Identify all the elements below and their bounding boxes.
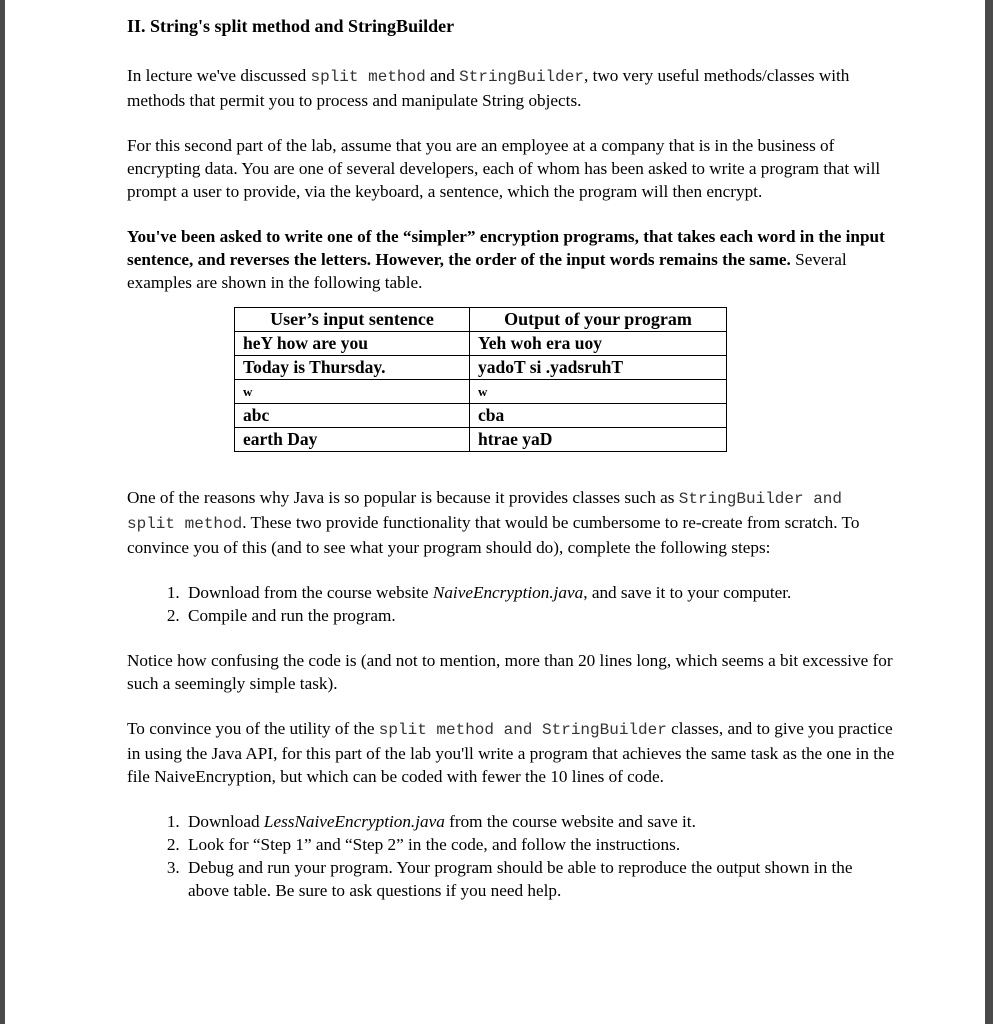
text: . These two provide functionality that would be cumbersome to re-create from scratch. To convince you of this (and to see what your program should do), complete the following steps: [127, 513, 860, 557]
steps-list-2 [127, 810, 897, 902]
code-stringbuilder: StringBuilder [459, 68, 584, 86]
cell-input: earth Day [235, 428, 470, 452]
java-reasons-paragraph [127, 486, 897, 559]
text: classes, and to give you practice in using the Java API, for this part of the lab you'll write a program that achieves the same task as the one in the file NaiveEncryption, but which can be coded with fewer the 10 lines of code. [127, 719, 895, 786]
table-row [235, 332, 727, 356]
cell-output: Yeh woh era uoy [470, 332, 727, 356]
code-split-method: split method [310, 68, 426, 86]
cell-output: cba [470, 404, 727, 428]
cell-output: w [470, 380, 727, 404]
text: , two very useful methods/classes with methods that permit you to process and manipulate String objects. [127, 66, 850, 110]
text: One of the reasons why Java is so popular is because it provides classes such as [127, 488, 679, 507]
cell-input: Today is Thursday. [235, 356, 470, 380]
cell-output: yadoT si .yadsruhT [470, 356, 727, 380]
notice-paragraph: Notice how confusing the code is (and not to mention, more than 20 lines long, which seems a bit excessive for such a seemingly simple task). [127, 651, 893, 693]
text: To convince you of the utility of the [127, 719, 379, 738]
text: In lecture we've discussed [127, 66, 311, 85]
convince-paragraph [127, 717, 897, 788]
text: Compile and run the program. [188, 606, 396, 625]
column-header-output: Output of your program [470, 308, 727, 332]
text: and [494, 721, 543, 739]
task-paragraph [127, 225, 897, 294]
text: and [425, 66, 460, 85]
cell-output: htrae yaD [470, 428, 727, 452]
examples-table [234, 307, 727, 452]
text: Download from the course website [188, 583, 433, 602]
filename: LessNaiveEncryption.java [263, 812, 445, 831]
table-row [235, 356, 727, 380]
document-content [127, 14, 897, 924]
steps-list-1 [127, 581, 897, 627]
task-bold-text: You've been asked to write one of the “simpler” encryption programs, that takes each word in the input sentence, and reverses the letters. However, the order of the input words remains the same. [127, 227, 885, 269]
context-paragraph: For this second part of the lab, assume that you are an employee at a company that is in the business of encrypting data. You are one of several developers, each of whom has been asked to write a program that will prompt a user to provide, via the keyboard, a sentence, which the program will then encrypt. [127, 136, 881, 201]
code-classes: StringBuilder and split method [127, 490, 843, 533]
text: Debug and run your program. Your program should be able to reproduce the output shown in the above table. Be sure to ask questions if you need help. [188, 858, 853, 900]
code-split-method: split method [378, 721, 494, 739]
text: Look for “Step 1” and “Step 2” in the code, and follow the instructions. [188, 835, 681, 854]
cell-input: heY how are you [235, 332, 470, 356]
code-stringbuilder: StringBuilder [542, 721, 667, 739]
table-header-row [235, 308, 727, 332]
list-item [184, 856, 897, 902]
text: from the course website and save it. [444, 812, 696, 831]
table-row [235, 380, 727, 404]
cell-input: w [235, 380, 470, 404]
document-page [5, 0, 985, 1024]
section-heading: II. String's split method and StringBuilder [127, 16, 455, 36]
cell-input: abc [235, 404, 470, 428]
table-row [235, 404, 727, 428]
filename: NaiveEncryption.java [432, 583, 584, 602]
list-item [184, 604, 897, 627]
text: , and save it to your computer. [583, 583, 792, 602]
list-item [184, 833, 897, 856]
list-item [184, 810, 897, 833]
task-rest-text: Several examples are shown in the following table. [127, 250, 847, 292]
text: Download [188, 812, 264, 831]
list-item [184, 581, 897, 604]
column-header-input: User’s input sentence [235, 308, 470, 332]
table-row [235, 428, 727, 452]
intro-paragraph [127, 64, 897, 112]
